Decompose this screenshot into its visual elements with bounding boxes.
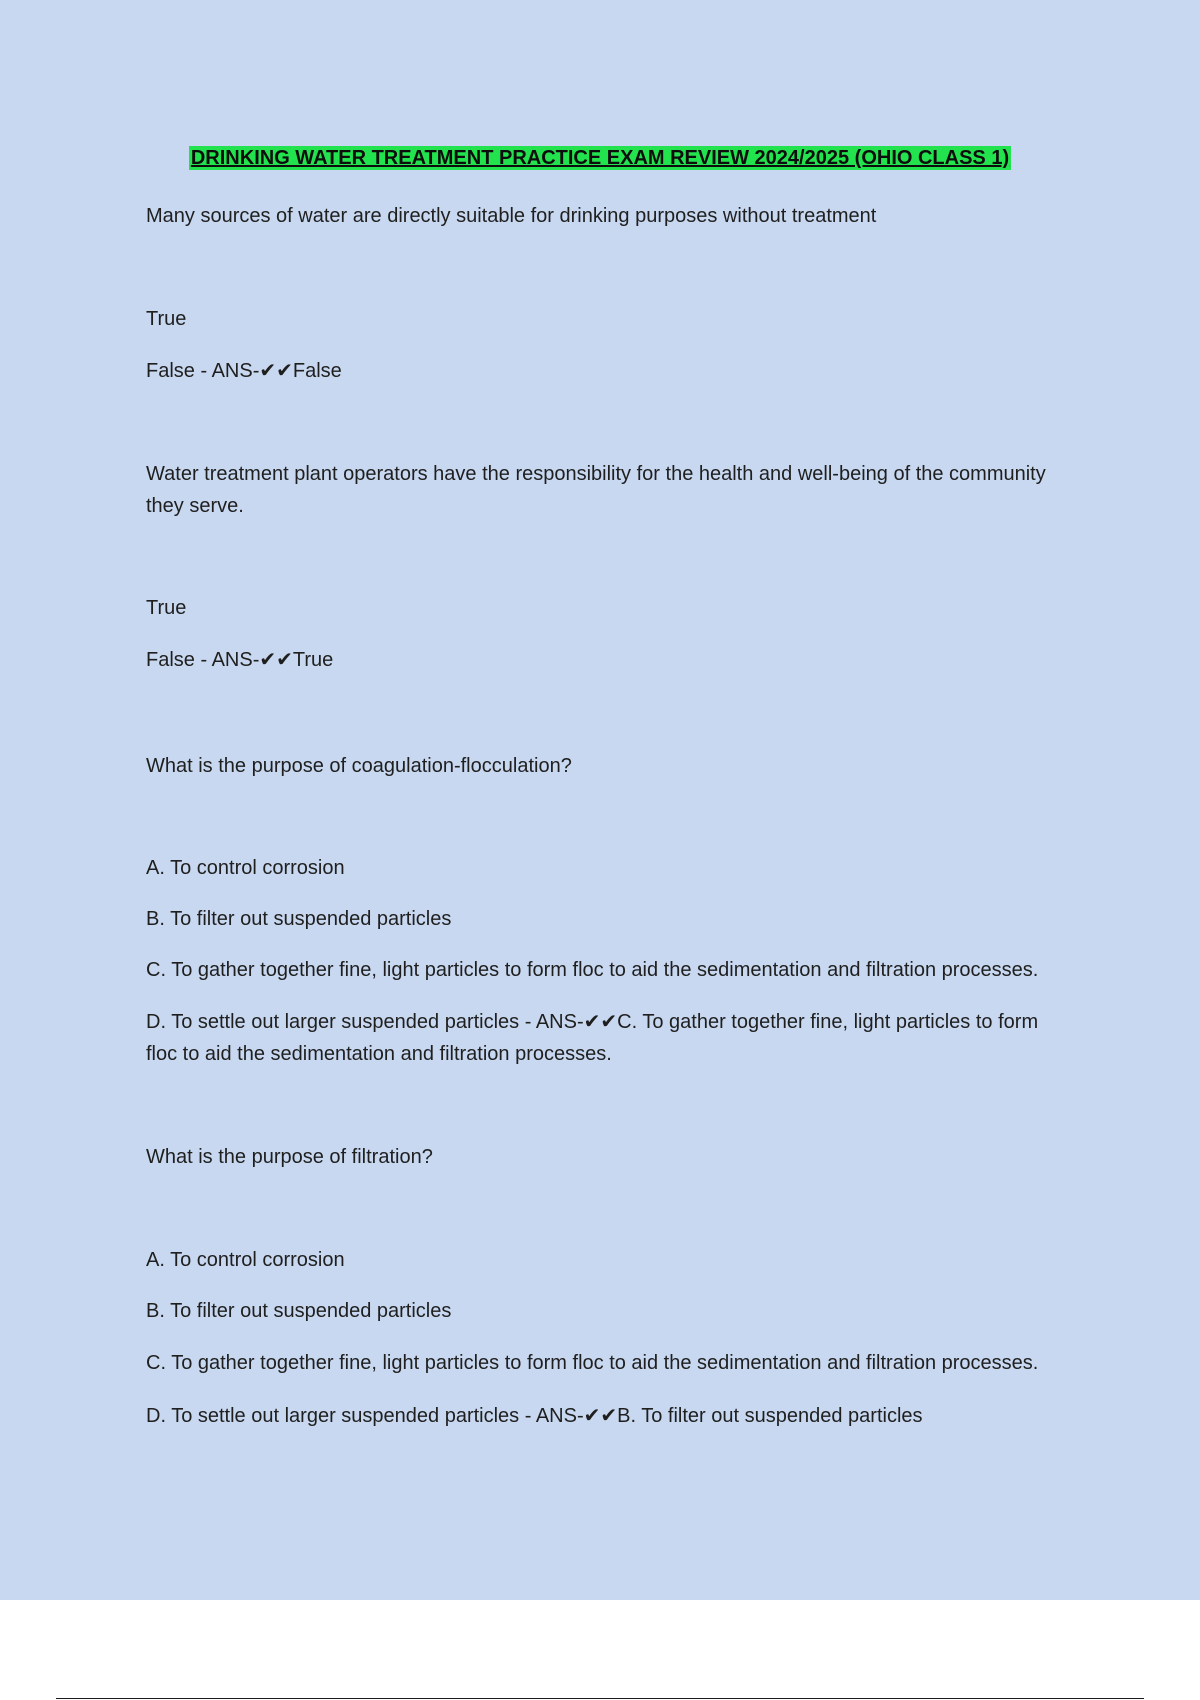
option-d-text: D. To settle out larger suspended particles - ANS-✔✔B. To filter out suspended particles: [146, 1405, 923, 1427]
option-true-text: True: [146, 308, 187, 330]
option-a-text: A. To control corrosion: [146, 1249, 345, 1271]
answer-text: False - ANS-✔✔True: [146, 649, 334, 671]
question-2-answer: [146, 644, 1091, 676]
option-d-text-line2: floc to aid the sedimentation and filtration processes.: [146, 1043, 612, 1065]
question-2-text-line2: they serve.: [146, 495, 244, 517]
question-4-option-c: [146, 1347, 1091, 1379]
option-a-text: A. To control corrosion: [146, 857, 345, 879]
question-1-answer: [146, 355, 1091, 387]
question-3-option-d-answer: [146, 1006, 1091, 1070]
question-2-option-true: [146, 592, 1091, 624]
question-4-text: What is the purpose of filtration?: [146, 1146, 433, 1168]
question-3-text: What is the purpose of coagulation-flocculation?: [146, 755, 572, 777]
question-3-option-a: [146, 852, 1091, 884]
question-1: [146, 200, 1091, 232]
option-b-text: B. To filter out suspended particles: [146, 1300, 452, 1322]
option-c-text: C. To gather together fine, light particles to form floc to aid the sedimentation and filtration processes.: [146, 1352, 1039, 1374]
question-4-option-b: [146, 1295, 1091, 1327]
question-2: [146, 458, 1091, 522]
document-title-text: DRINKING WATER TREATMENT PRACTICE EXAM REVIEW 2024/2025 (OHIO CLASS 1): [190, 147, 1010, 169]
question-3: [146, 750, 1091, 782]
option-d-text-line1: D. To settle out larger suspended particles - ANS-✔✔C. To gather together fine, light particles to form: [146, 1011, 1039, 1033]
question-1-text: Many sources of water are directly suitable for drinking purposes without treatment: [146, 205, 877, 227]
question-3-option-b: [146, 903, 1091, 935]
question-3-option-c: [146, 954, 1091, 986]
question-4-option-d-answer: [146, 1400, 1091, 1432]
option-true-text: True: [146, 597, 187, 619]
page-divider: [56, 1698, 1144, 1699]
document-title: [0, 147, 1200, 170]
option-c-text: C. To gather together fine, light particles to form floc to aid the sedimentation and filtration processes.: [146, 959, 1039, 981]
question-1-option-true: [146, 303, 1091, 335]
question-4-option-a: [146, 1244, 1091, 1276]
question-2-text-line1: Water treatment plant operators have the responsibility for the health and well-being of the community: [146, 463, 1046, 485]
answer-text: False - ANS-✔✔False: [146, 360, 342, 382]
option-b-text: B. To filter out suspended particles: [146, 908, 452, 930]
question-4: [146, 1141, 1091, 1173]
